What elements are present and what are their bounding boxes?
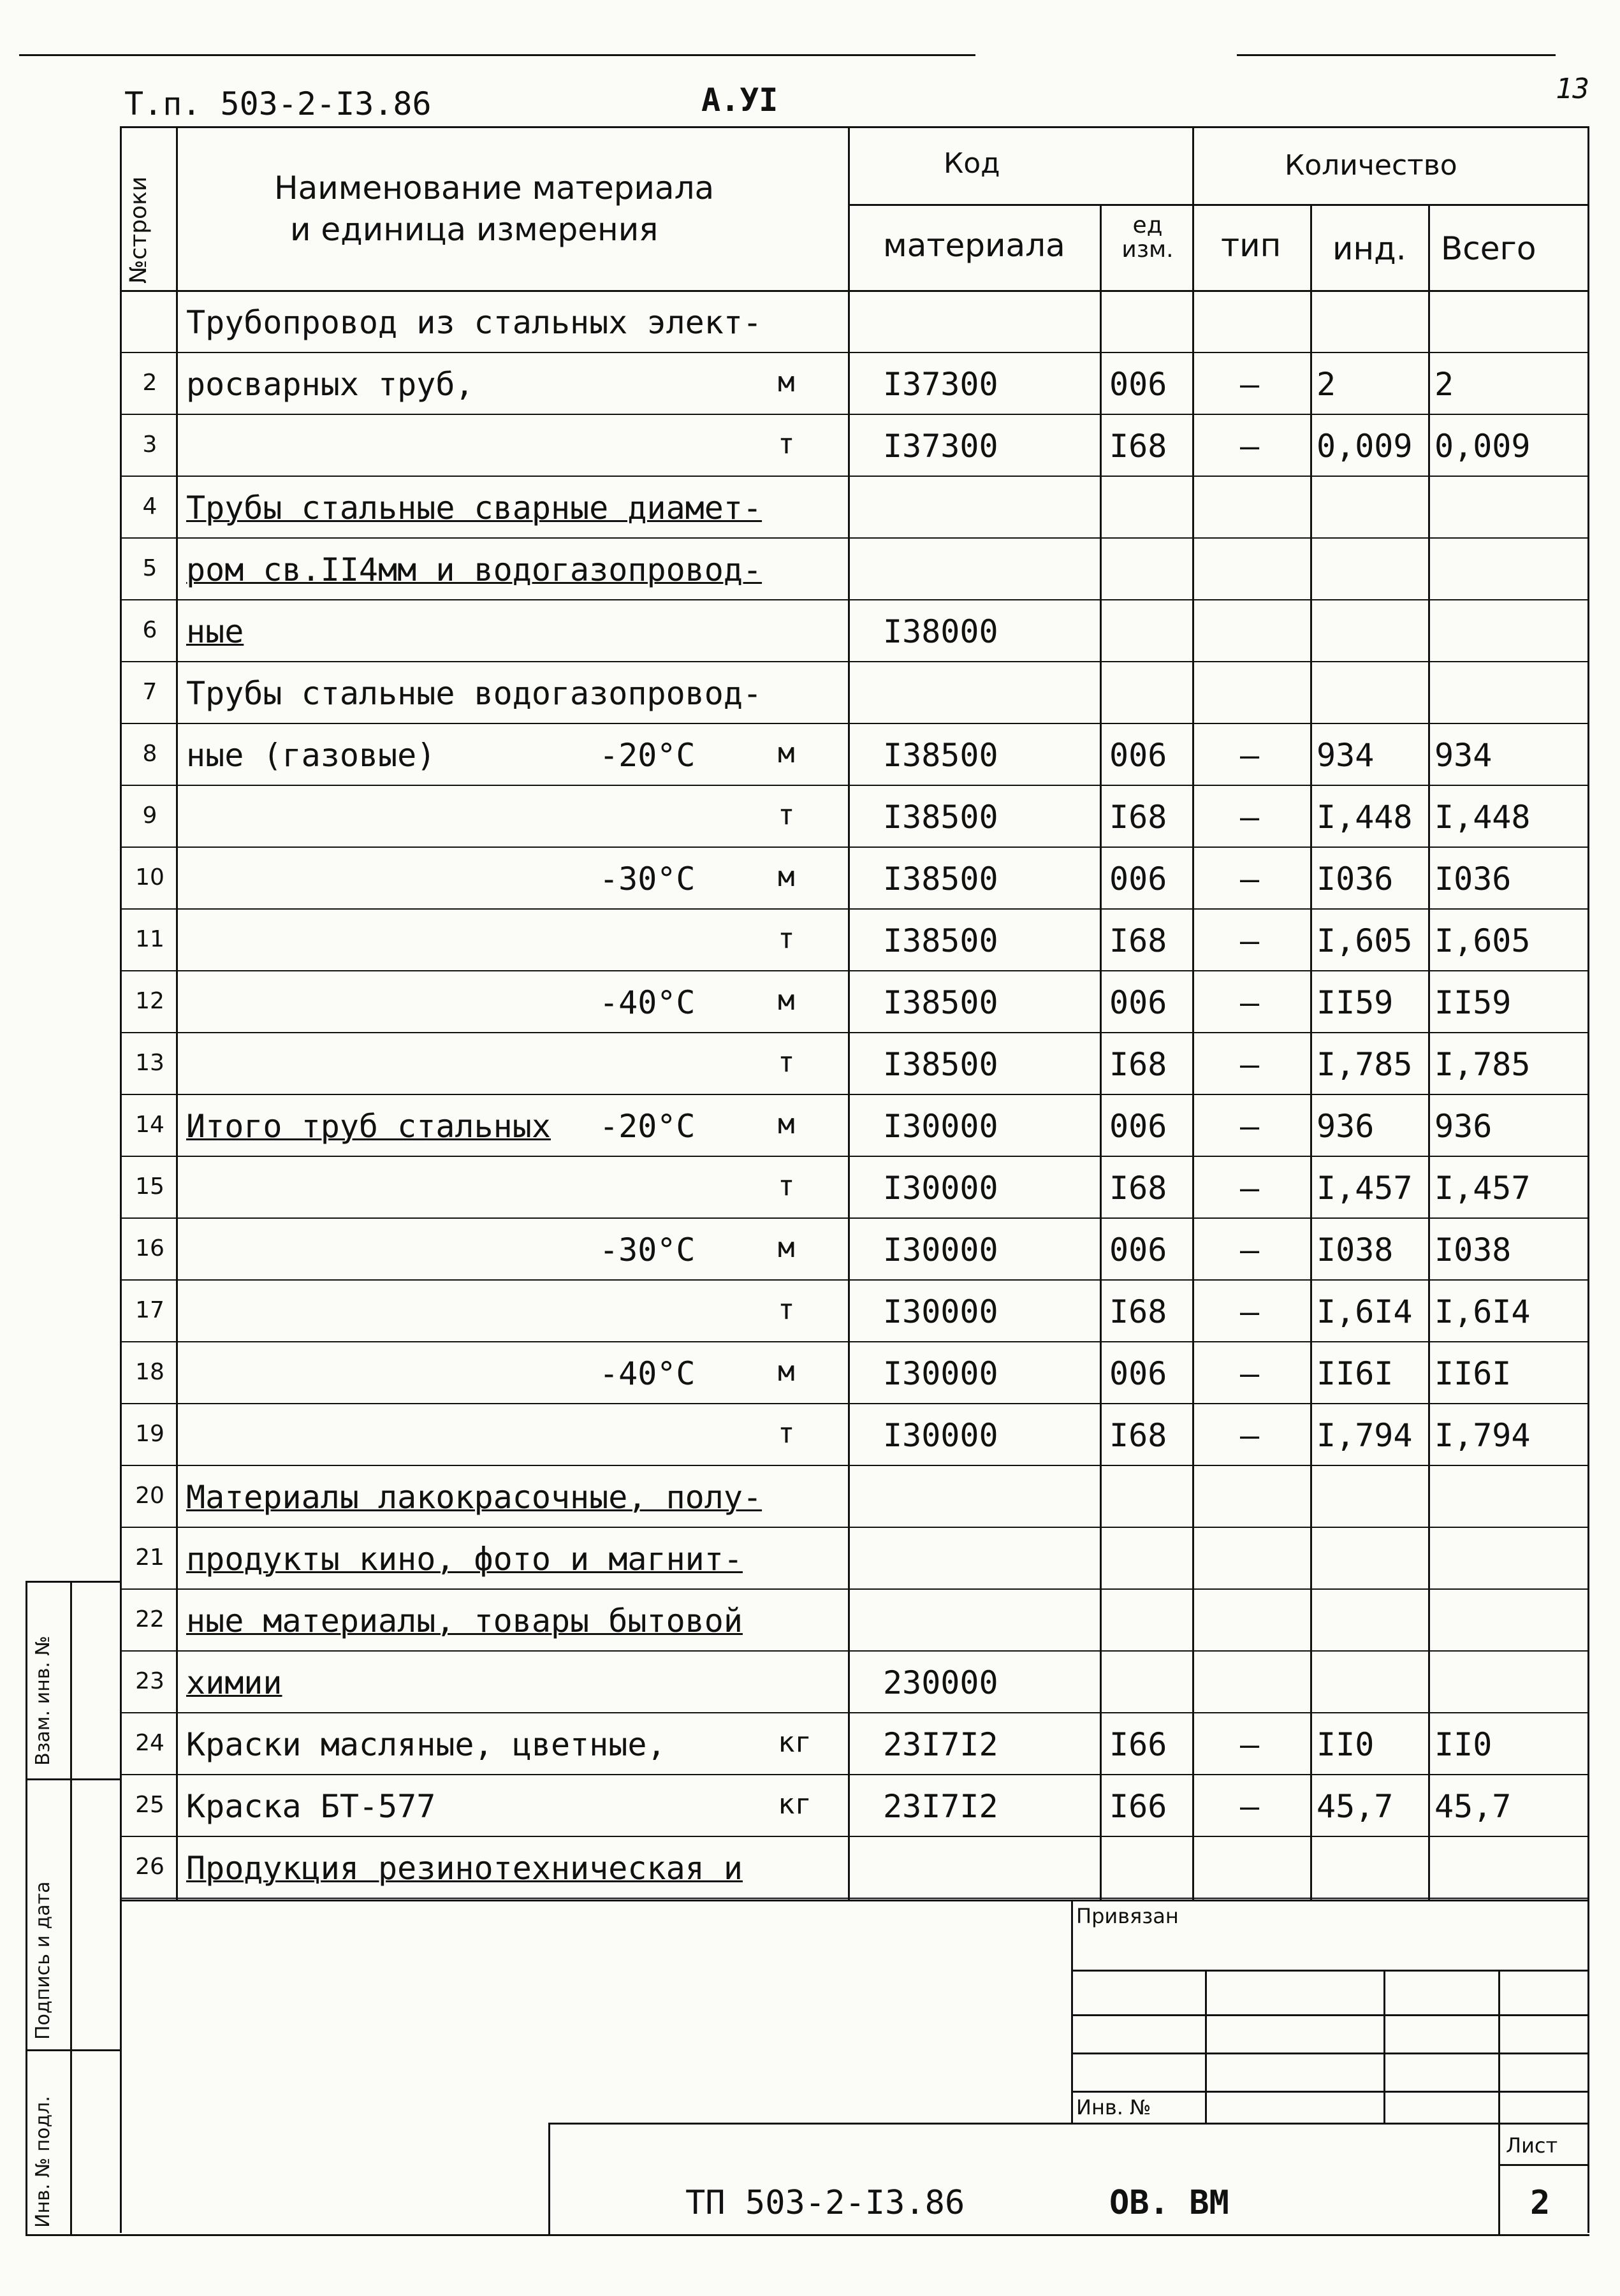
row-qty-total: I038 xyxy=(1434,1232,1512,1268)
row-unit-code: 006 xyxy=(1109,1355,1167,1392)
row-qty-type: – xyxy=(1240,984,1260,1021)
row-material-code: 23I7I2 xyxy=(883,1726,998,1763)
row-name: Итого труб стальных xyxy=(186,1108,551,1145)
row-material-code: I30000 xyxy=(883,1293,998,1330)
row-material-code: I30000 xyxy=(883,1170,998,1207)
row-number: 12 xyxy=(135,988,164,1014)
row-number: 20 xyxy=(135,1483,164,1509)
row-unit-code: I68 xyxy=(1109,922,1167,959)
row-name: химии xyxy=(186,1664,282,1701)
row-material-code: I38500 xyxy=(883,1046,998,1083)
row-name: Краска БТ-577 xyxy=(186,1788,436,1825)
row-qty-total: I036 xyxy=(1434,861,1512,897)
header-qty-group: Количество xyxy=(1285,149,1457,182)
row-name: Краски масляные, цветные, xyxy=(186,1726,666,1763)
row-number: 8 xyxy=(142,741,157,767)
row-temperature: -40°C xyxy=(599,1355,696,1392)
header-qty-total: Всего xyxy=(1441,230,1536,267)
row-unit-code: I68 xyxy=(1109,1170,1167,1207)
page-number: 13 xyxy=(1556,73,1589,105)
row-qty-total: II6I xyxy=(1434,1355,1512,1392)
row-qty-type: – xyxy=(1240,1355,1260,1392)
side-label-podpis-data: Подпись и дата xyxy=(32,1881,54,2040)
row-number: 19 xyxy=(135,1421,164,1447)
row-qty-ind: II6I xyxy=(1317,1355,1394,1392)
row-qty-ind: 45,7 xyxy=(1317,1788,1394,1825)
row-qty-type: – xyxy=(1240,799,1260,836)
row-unit: м xyxy=(778,1232,795,1264)
row-unit: т xyxy=(778,428,795,460)
header-qty-ind: инд. xyxy=(1332,230,1406,267)
row-qty-type: – xyxy=(1240,1417,1260,1454)
row-number: 10 xyxy=(135,864,164,890)
header-qty-type: тип xyxy=(1221,227,1281,264)
row-name: ные xyxy=(186,613,244,650)
row-qty-ind: II59 xyxy=(1317,984,1394,1021)
row-unit-code: 006 xyxy=(1109,366,1167,403)
row-qty-type: – xyxy=(1240,922,1260,959)
row-qty-type: – xyxy=(1240,428,1260,465)
row-unit: м xyxy=(778,984,795,1017)
row-qty-type: – xyxy=(1240,1108,1260,1145)
row-qty-ind: I038 xyxy=(1317,1232,1394,1268)
row-name: Трубы стальные сварные диамет- xyxy=(186,490,763,527)
row-number: 26 xyxy=(135,1854,164,1880)
row-material-code: 230000 xyxy=(883,1664,998,1701)
stamp-privyazan: Привязан xyxy=(1076,1904,1179,1928)
row-material-code: 23I7I2 xyxy=(883,1788,998,1825)
row-material-code: I38500 xyxy=(883,861,998,897)
row-unit-code: 006 xyxy=(1109,1232,1167,1268)
side-label-vzam-inv: Взам. инв. № xyxy=(32,1636,54,1766)
row-number: 14 xyxy=(135,1112,164,1138)
row-name: Материалы лакокрасочные, полу- xyxy=(186,1479,763,1516)
row-unit: т xyxy=(778,1046,795,1079)
row-qty-ind: 936 xyxy=(1317,1108,1375,1145)
row-qty-ind: II0 xyxy=(1317,1726,1375,1763)
row-qty-type: – xyxy=(1240,1170,1260,1207)
row-temperature: -30°C xyxy=(599,1232,696,1268)
row-temperature: -20°C xyxy=(599,1108,696,1145)
row-unit: кг xyxy=(778,1788,812,1820)
row-qty-total: 45,7 xyxy=(1434,1788,1512,1825)
stamp-inv-no: Инв. № xyxy=(1076,2095,1151,2119)
row-qty-total: 936 xyxy=(1434,1108,1492,1145)
stamp-title-code: ТП 503-2-I3.86 xyxy=(685,2184,965,2222)
row-material-code: I38000 xyxy=(883,613,998,650)
row-qty-total: I,794 xyxy=(1434,1417,1531,1454)
row-qty-ind: 0,009 xyxy=(1317,428,1413,465)
stamp-title-mark: ОВ. ВМ xyxy=(1109,2184,1229,2222)
row-qty-total: II0 xyxy=(1434,1726,1492,1763)
row-qty-type: – xyxy=(1240,861,1260,897)
row-unit: кг xyxy=(778,1726,812,1759)
row-number: 22 xyxy=(135,1606,164,1632)
row-qty-total: I,448 xyxy=(1434,799,1531,836)
row-number: 23 xyxy=(135,1668,164,1694)
row-unit-code: I68 xyxy=(1109,1417,1167,1454)
doc-section: А.УI xyxy=(701,82,778,119)
row-qty-total: I,785 xyxy=(1434,1046,1531,1083)
row-material-code: I30000 xyxy=(883,1232,998,1268)
row-material-code: I30000 xyxy=(883,1355,998,1392)
row-name: ром св.II4мм и водогазопровод- xyxy=(186,551,763,588)
row-name: продукты кино, фото и магнит- xyxy=(186,1541,743,1578)
header-name-line2: и единица измерения xyxy=(290,211,659,248)
row-unit: т xyxy=(778,1170,795,1202)
row-number: 9 xyxy=(142,803,157,829)
row-name: Трубы стальные водогазопровод- xyxy=(186,675,763,712)
row-qty-total: I,457 xyxy=(1434,1170,1531,1207)
row-number: 25 xyxy=(135,1792,164,1818)
row-unit-code: 006 xyxy=(1109,984,1167,1021)
row-unit-code: I68 xyxy=(1109,1046,1167,1083)
row-number: 7 xyxy=(142,679,157,705)
row-number: 5 xyxy=(142,555,157,581)
row-unit-code: I66 xyxy=(1109,1788,1167,1825)
row-number-header: №строки xyxy=(126,176,152,284)
row-unit: м xyxy=(778,861,795,893)
row-unit-code: 006 xyxy=(1109,737,1167,774)
header-code-unit: ед изм. xyxy=(1121,212,1174,263)
row-material-code: I30000 xyxy=(883,1108,998,1145)
row-qty-ind: I,6I4 xyxy=(1317,1293,1413,1330)
row-unit: м xyxy=(778,1355,795,1388)
stamp-sheet-number: 2 xyxy=(1530,2184,1551,2222)
row-qty-type: – xyxy=(1240,1046,1260,1083)
header-code-group: Код xyxy=(944,147,1000,180)
row-qty-ind: I036 xyxy=(1317,861,1394,897)
row-number: 16 xyxy=(135,1235,164,1261)
row-material-code: I38500 xyxy=(883,737,998,774)
doc-code: Т.п. 503-2-I3.86 xyxy=(124,85,432,122)
row-qty-ind: 934 xyxy=(1317,737,1375,774)
row-number: 3 xyxy=(142,432,157,458)
row-qty-type: – xyxy=(1240,366,1260,403)
row-qty-type: – xyxy=(1240,1726,1260,1763)
row-number: 15 xyxy=(135,1173,164,1200)
row-number: 21 xyxy=(135,1544,164,1571)
row-qty-type: – xyxy=(1240,737,1260,774)
row-material-code: I37300 xyxy=(883,428,998,465)
row-qty-ind: I,457 xyxy=(1317,1170,1413,1207)
stamp-sheet-label: Лист xyxy=(1506,2133,1558,2158)
row-temperature: -20°C xyxy=(599,737,696,774)
row-name: Трубопровод из стальных элект- xyxy=(186,304,763,341)
header-code-material: материала xyxy=(883,227,1065,264)
row-number: 6 xyxy=(142,617,157,643)
row-qty-ind: 2 xyxy=(1317,366,1336,403)
row-number: 18 xyxy=(135,1359,164,1385)
row-unit: м xyxy=(778,737,795,769)
row-unit: м xyxy=(778,366,795,398)
row-name: росварных труб, xyxy=(186,366,474,403)
row-unit: т xyxy=(778,922,795,955)
row-unit-code: I66 xyxy=(1109,1726,1167,1763)
row-temperature: -40°C xyxy=(599,984,696,1021)
row-unit-code: I68 xyxy=(1109,428,1167,465)
row-temperature: -30°C xyxy=(599,861,696,897)
row-number: 11 xyxy=(135,926,164,952)
side-label-inv-podl: Инв. № подл. xyxy=(32,2096,54,2228)
row-qty-ind: I,605 xyxy=(1317,922,1413,959)
row-qty-total: 934 xyxy=(1434,737,1492,774)
row-unit-code: 006 xyxy=(1109,1108,1167,1145)
row-unit-code: 006 xyxy=(1109,861,1167,897)
row-qty-type: – xyxy=(1240,1232,1260,1268)
row-name: ные материалы, товары бытовой xyxy=(186,1602,743,1639)
row-material-code: I30000 xyxy=(883,1417,998,1454)
row-name: ные (газовые) xyxy=(186,737,436,774)
row-number: 4 xyxy=(142,493,157,520)
row-qty-type: – xyxy=(1240,1293,1260,1330)
row-number: 17 xyxy=(135,1297,164,1323)
row-qty-total: 2 xyxy=(1434,366,1454,403)
row-material-code: I37300 xyxy=(883,366,998,403)
row-number: 24 xyxy=(135,1730,164,1756)
row-qty-ind: I,794 xyxy=(1317,1417,1413,1454)
row-name: Продукция резинотехническая и xyxy=(186,1850,743,1887)
row-qty-total: I,605 xyxy=(1434,922,1531,959)
row-unit: м xyxy=(778,1108,795,1140)
row-qty-type: – xyxy=(1240,1788,1260,1825)
row-qty-total: II59 xyxy=(1434,984,1512,1021)
row-unit-code: I68 xyxy=(1109,1293,1167,1330)
row-material-code: I38500 xyxy=(883,799,998,836)
row-unit: т xyxy=(778,799,795,831)
row-qty-ind: I,448 xyxy=(1317,799,1413,836)
row-number: 13 xyxy=(135,1050,164,1076)
row-unit: т xyxy=(778,1417,795,1450)
row-number: 2 xyxy=(142,370,157,396)
row-material-code: I38500 xyxy=(883,984,998,1021)
row-unit: т xyxy=(778,1293,795,1326)
header-name-line1: Наименование материала xyxy=(274,170,715,207)
row-qty-ind: I,785 xyxy=(1317,1046,1413,1083)
row-material-code: I38500 xyxy=(883,922,998,959)
row-qty-total: I,6I4 xyxy=(1434,1293,1531,1330)
row-qty-total: 0,009 xyxy=(1434,428,1531,465)
row-unit-code: I68 xyxy=(1109,799,1167,836)
